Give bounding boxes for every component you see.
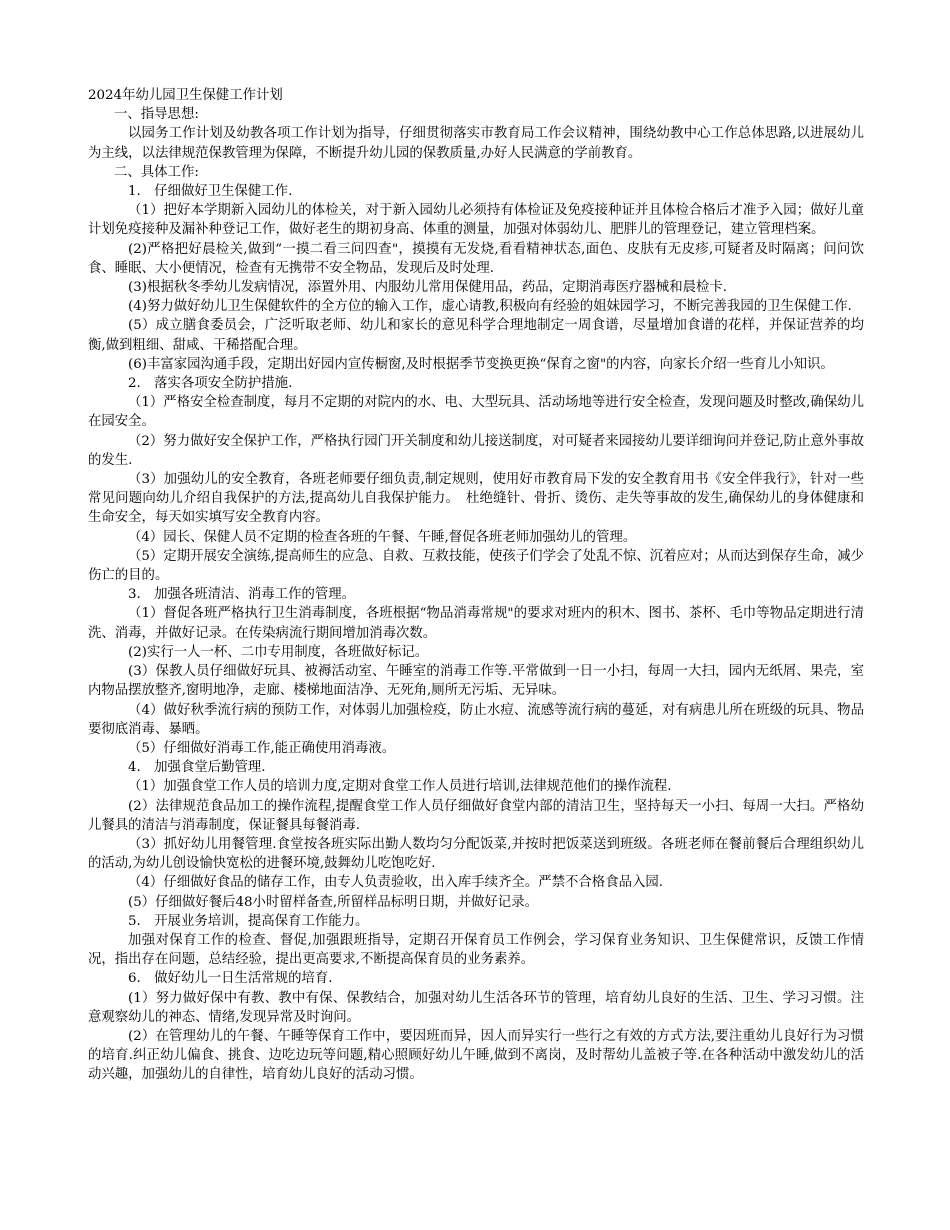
subsection-heading: 2. 落实各项安全防护措施.	[128, 376, 293, 392]
subsection-heading: 1. 仔细做好卫生保健工作.	[128, 184, 293, 200]
list-item: （4）做好秋季流行病的预防工作，对体弱儿加强检疫，防止水痘、流感等流行病的蔓延，对有病患儿所在班级的玩具、物品要彻底消毒、暴晒。	[88, 702, 864, 737]
list-item: (3)根据秋冬季幼儿发病情况，添置外用、内服幼儿常用保健用品，药品，定期消毒医疗器械和晨检卡.	[128, 280, 728, 296]
list-item: （4）仔细做好食品的储存工作，由专人负责验收，出入库手续齐全。严禁不合格食品入园.	[128, 875, 664, 891]
list-item: （1）把好本学期新入园幼儿的体检关，对于新入园幼儿必须持有体检证及免疫接种证并且体检合格后才准予入园；做好儿童计划免疫接种及漏补种登记工作，做好老生的期初身高、体重的测量，加强对体弱幼儿、肥胖儿的管理登记，建立管理档案。	[88, 203, 864, 238]
section-heading: 二、具体工作:	[114, 164, 199, 180]
list-item: (2)严格把好晨检关,做到“一摸二看三问四查"，摸摸有无发烧,看看精神状态,面色、皮肤有无皮疹,可疑者及时隔离；问问饮食、睡眠、大小便情况，检查有无携带不安全物品，发现后及时处理.	[88, 241, 864, 276]
document-title: 2024年幼儿园卫生保健工作计划	[88, 88, 283, 103]
subsection-heading: 4. 加强食堂后勤管理.	[128, 760, 266, 776]
list-item: (2）法律规范食品加工的操作流程,提醒食堂工作人员仔细做好食堂内部的清洁卫生，坚持每天一小扫、每周一大扫。严格幼儿餐具的清洁与消毒制度，保证餐具每餐消毒.	[88, 798, 864, 833]
subsection-heading: 3. 加强各班清洁、消毒工作的管理。	[128, 587, 356, 603]
list-item: (6)丰富家园沟通手段，定期出好园内宣传橱窗,及时根据季节变换更换“保育之窗"的内容，向家长介绍一些育儿小知识。	[128, 356, 834, 372]
list-item: (1）努力做好保中有教、教中有保、保教结合，加强对幼儿生活各环节的管理，培育幼儿良好的生活、卫生、学习习惯。注意观察幼儿的神态、情绪,发现异常及时询问。	[88, 990, 864, 1025]
list-item: （1）加强食堂工作人员的培训力度,定期对食堂工作人员进行培训,法律规范他们的操作流程.	[128, 779, 672, 795]
list-item: （3）抓好幼儿用餐管理.食堂按各班实际出勤人数均匀分配饭菜,并按时把饭菜送到班级。各班老师在餐前餐后合理组织幼儿的活动,为幼儿创设愉快宽松的进餐环境,鼓舞幼儿吃饱吃好.	[88, 836, 864, 872]
list-item: (5）成立膳食委员会，广泛听取老师、幼儿和家长的意见科学合理地制定一周食谱，尽量增加食谱的花样，并保证营养的均衡,做到粗细、甜咸、干稀搭配合理。	[88, 318, 864, 353]
list-item: (2)实行一人一杯、二巾专用制度，各班做好标记。	[128, 644, 429, 660]
list-item: （5）仔细做好消毒工作,能正确使用消毒液。	[128, 740, 396, 756]
subsection-heading: 6. 做好幼儿一日生活常规的培育.	[128, 971, 333, 987]
list-item: (3）保教人员仔细做好玩具、被褥活动室、午睡室的消毒工作等.平常做到一日一小扫，每周一大扫，园内无纸屑、果壳，室内物品摆放整齐,窗明地净，走廊、楼梯地面洁净、无死角,厕所无污垢、无异味。	[88, 664, 864, 699]
list-item: （1）严格安全检查制度，每月不定期的对院内的水、电、大型玩具、活动场地等进行安全检查，发现问题及时整改,确保幼儿在园安全。	[88, 395, 864, 430]
list-item: （2）努力做好安全保护工作，严格执行园门开关制度和幼儿接送制度，对可疑者来园接幼儿要详细询问并登记,防止意外事故的发生.	[88, 433, 864, 468]
document-page	[88, 86, 864, 1085]
section-heading: 一、指导思想:	[114, 107, 199, 123]
paragraph: 以园务工作计划及幼教各项工作计划为指导，仔细贯彻落实市教育局工作会议精神，围绕幼教中心工作总体思路,以进展幼儿为主线，以法律规范保教管理为保障，不断提升幼儿园的保教质量,办好人民满意的学前教育。	[88, 126, 864, 161]
document-body	[88, 105, 864, 1084]
list-item: 加强对保育工作的检查、督促,加强跟班指导，定期召开保育员工作例会，学习保育业务知识、卫生保健常识，反馈工作情况，指出存在问题，总结经验，提出更高要求,不断提高保育员的业务素养。	[88, 932, 864, 968]
list-item: （4）园长、保健人员不定期的检查各班的午餐、午睡,督促各班老师加强幼儿的管理。	[128, 529, 637, 545]
subsection-heading: 5. 开展业务培训，提高保育工作能力。	[128, 913, 369, 929]
list-item: (2）在管理幼儿的午餐、午睡等保育工作中，要因班而异，因人而异实行一些行之有效的方式方法,要注重幼儿良好行为习惯的培育.纠正幼儿偏食、挑食、边吃边玩等问题,精心照顾好幼儿午睡,做到不离岗，及时帮幼儿盖被子等.在各种活动中激发幼儿的活动兴趣，加强幼儿的自律性，培育幼儿良好的活动习惯。	[88, 1028, 864, 1083]
list-item: （1）督促各班严格执行卫生消毒制度，各班根据“物品消毒常规"的要求对班内的积木、图书、茶杯、毛巾等物品定期进行清洗、消毒，并做好记录。在传染病流行期间增加消毒次数。	[88, 606, 864, 641]
list-item: (5）仔细做好餐后48小时留样备查,所留样品标明日期，并做好记录。	[128, 894, 538, 910]
list-item: （5）定期开展安全演练,提高师生的应急、自救、互救技能，使孩子们学会了处乱不惊、沉着应对；从而达到保存生命，减少伤亡的目的。	[88, 548, 864, 584]
list-item: (4)努力做好幼儿卫生保健软件的全方位的输入工作，虚心请教,积极向有经验的姐妹园学习，不断完善我园的卫生保健工作.	[128, 299, 852, 315]
list-item: （3）加强幼儿的安全教育，各班老师要仔细负责,制定规则，使用好市教育局下发的安全教育用书《安全伴我行》，针对一些常见问题向幼儿介绍自我保护的方法,提高幼儿自我保护能力。 杜绝缝针、骨折、烫伤、走失等事故的发生,确保幼儿的身体健康和生命安全，每天如实填写安全教育内容。	[88, 472, 864, 526]
